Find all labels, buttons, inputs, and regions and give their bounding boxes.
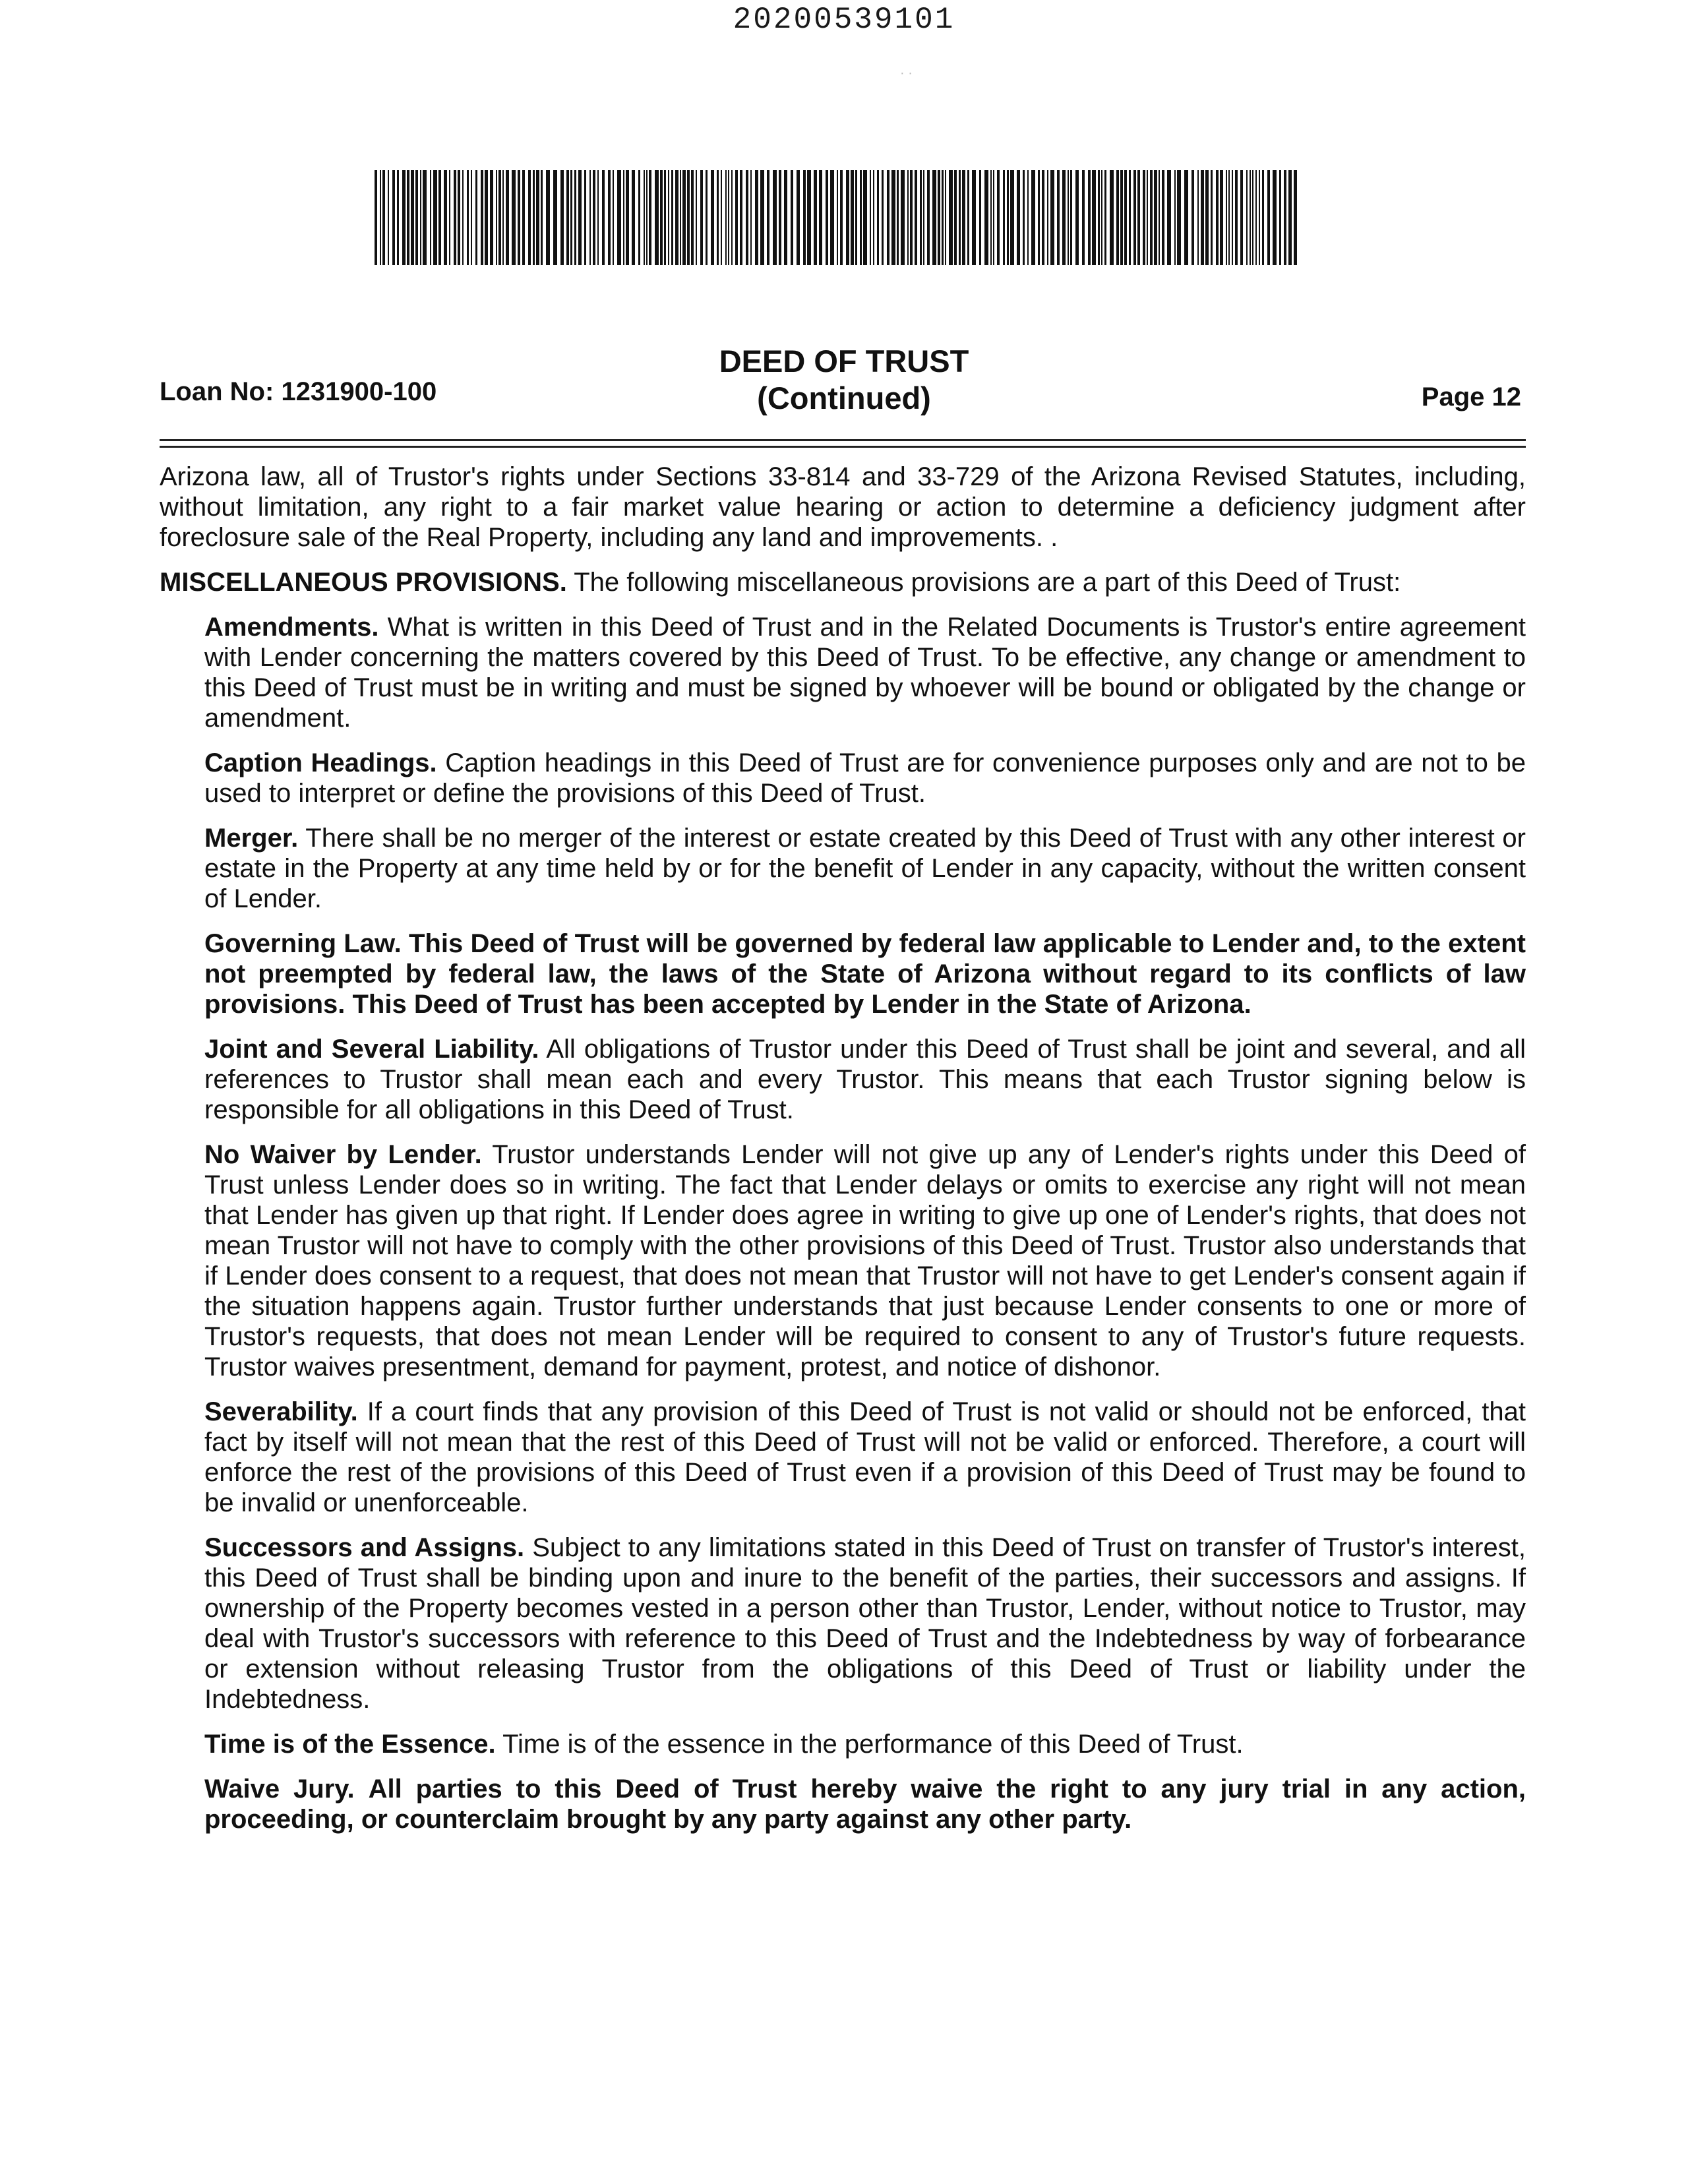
barcode-bar [536,170,539,265]
barcode-bar [1226,170,1227,265]
barcode-bar [1010,170,1014,265]
barcode-bar [807,170,811,265]
provision-text: There shall be no merger of the interest or estate created by this Deed of Trust with any other interest or estate in the Property at any time held by or for the benefit of Lender in any capacity, without the written consent of Lender. [204,824,1526,913]
barcode-bar [1250,170,1251,265]
barcode-bar [1047,170,1048,265]
barcode-bar [496,170,497,265]
barcode-bar [420,170,421,265]
provision-merger [204,823,1526,914]
barcode-bar [907,170,909,265]
provision-text: All obligations of Trustor under this Deed of Trust shall be joint and several, and all references to Trustor shall mean each and every Trustor. This means that each Trustor signing below is responsible for all obligations in this Deed of Trust. [204,1035,1526,1124]
barcode-bar [1259,170,1260,265]
barcode-bar [1088,170,1091,265]
barcode-bar [602,170,605,265]
barcode-bar [826,170,828,265]
barcode-bar [1129,170,1131,265]
provision-governing-law [204,928,1526,1019]
barcode-bar [1027,170,1029,265]
barcode-bar [687,170,690,265]
barcode-bar [725,170,727,265]
barcode-bar [458,170,460,265]
barcode-bar [1288,170,1292,265]
barcode-bar [696,170,697,265]
barcode-bar [920,170,922,265]
barcode-bar [962,170,965,265]
barcode-bar [498,170,501,265]
barcode-bar [475,170,477,265]
barcode-bar [1104,170,1106,265]
barcode-bar [597,170,599,265]
barcode-bar [533,170,535,265]
barcode-bar [626,170,629,265]
barcode-bar [454,170,456,265]
provision-title: Severability. [204,1397,358,1426]
barcode-bar [949,170,953,265]
barcode-bar [522,170,525,265]
barcode-bar [972,170,976,265]
barcode-bar [740,170,742,265]
barcode-bar [481,170,483,265]
barcode-bar [797,170,800,265]
barcode-bar [735,170,738,265]
barcode-bar [721,170,722,265]
barcode-bar [490,170,493,265]
barcode-bar [1273,170,1277,265]
barcode-bar [411,170,414,265]
barcode-bar [791,170,793,265]
barcode-bar [644,170,645,265]
barcode-bar [1252,170,1253,265]
barcode-bar [506,170,509,265]
provision-text: Subject to any limitations stated in this Deed of Trust on transfer of Trustor's interest, this Deed of Trust shall be binding upon and inure to the benefit of the parties, their successors and assigns. If ownership of the Property becomes vested in a person other than Trustor, Lender, without notice to Trustor, may deal with Trustor's successors with reference to this Deed of Trust and the Indebtedness by way of forbearance or extension without releasing Trustor from the obligations of this Deed of Trust or liability under the Indebtedness. [204,1533,1526,1714]
provision-text: This Deed of Trust will be governed by federal law applicable to Lender and, to the extent not preempted by federal law, the laws of the State of Arizona without regard to its conflicts of law provisions. This Deed of Trust has been accepted by Lender in the State of Arizona. [204,929,1526,1019]
barcode-bar [1101,170,1102,265]
barcode-bar [897,170,899,265]
barcode-bar [1232,170,1233,265]
barcode-bar [1057,170,1060,265]
barcode-bar [485,170,488,265]
provision-time-essence [204,1729,1526,1759]
barcode-bar [502,170,504,265]
barcode-bar [938,170,940,265]
barcode-bar [1284,170,1286,265]
barcode-bar [767,170,769,265]
barcode-bar [891,170,895,265]
barcode-bar [1007,170,1009,265]
barcode-bar [1184,170,1188,265]
document-title: DEED OF TRUST [719,344,969,379]
barcode-bar [1038,170,1040,265]
barcode-bar [1124,170,1127,265]
barcode-bar [814,170,817,265]
barcode-bar [784,170,787,265]
barcode-bar [512,170,516,265]
barcode-bar [1050,170,1054,265]
barcode-bar [584,170,586,265]
barcode-bar [423,170,427,265]
barcode-bar [910,170,913,265]
provision-text: Trustor understands Lender will not give up any of Lender's rights under this Deed of Trust unless Lender does so in writing. The fact that Lender delays or omits to exercise any right will not mean that Lender has given up that right. If Lender does agree in writing to give up one of Lender's rights, that does not mean Trustor will not have to comply with the other provisions of this Deed of Trust. Trustor also understands that if Lender does consent to a request, that does not mean that Trustor will not have to get Lender's consent again if the situation happens again. Trustor further understands that just because Lender consents to one or more of Trustor's requests, that does not mean Lender will be required to consent to any of Trustor's future requests. Trustor waives presentment, demand for payment, protest, and notice of dishonor. [204,1140,1526,1381]
barcode-bar [863,170,867,265]
barcode-bar [1023,170,1025,265]
barcode-bar [668,170,669,265]
barcode-bar [574,170,576,265]
barcode-bar [923,170,924,265]
barcode-bar [1003,170,1005,265]
barcode-bar [915,170,917,265]
barcode-bar [407,170,409,265]
barcode-bar [706,170,708,265]
provision-title: Successors and Assigns. [204,1533,525,1562]
barcode-bar [415,170,418,265]
provision-text: All parties to this Deed of Trust hereby waive the right to any jury trial in any action, proceeding, or counterclaim brought by any party against any other party. [204,1774,1526,1834]
barcode-bar [528,170,531,265]
provision-successors-assigns [204,1532,1526,1714]
barcode-bar [589,170,591,265]
barcode-bar [638,170,640,265]
barcode-bar [1098,170,1100,265]
barcode-bar [1240,170,1243,265]
barcode-bar [837,170,838,265]
barcode-bar [1177,170,1181,265]
provision-text: Time is of the essence in the performance of this Deed of Trust. [502,1730,1244,1759]
barcode-bar [779,170,781,265]
barcode-bar [1042,170,1044,265]
barcode-bar [1150,170,1153,265]
barcode-bar [746,170,748,265]
barcode-bar [855,170,857,265]
barcode-bar [449,170,450,265]
intro-paragraph: Arizona law, all of Trustor's rights under Sections 33-814 and 33-729 of the Arizona Revised Statutes, including, without limitation, any right to a fair market value hearing or action to determine a deficiency judgment after foreclosure sale of the Real Property, including any land and improvements. . [160,462,1526,552]
misc-provisions-heading: MISCELLANEOUS PROVISIONS. [160,568,567,597]
barcode-bar [467,170,469,265]
barcode-bar [1201,170,1204,265]
barcode-bar [1216,170,1219,265]
barcode-bar [646,170,648,265]
document-body [160,462,1526,1849]
barcode-bar [444,170,447,265]
barcode-bar [664,170,666,265]
barcode-bar [819,170,822,265]
barcode-bar [945,170,946,265]
provision-title: Caption Headings. [204,748,437,777]
barcode-bar [942,170,944,265]
provision-text: Caption headings in this Deed of Trust are for convenience purposes only and are not to be used to interpret or define the provisions of this Deed of Trust. [204,748,1526,808]
barcode-bar [731,170,733,265]
barcode-bar [1294,170,1297,265]
barcode-bar [901,170,905,265]
barcode-bar [655,170,659,265]
barcode-bar [671,170,673,265]
barcode-bar [1279,170,1281,265]
header-rule-bottom [160,446,1526,448]
document-subtitle: (Continued) [757,380,931,415]
barcode-bar [728,170,729,265]
provision-caption-headings [204,748,1526,808]
barcode-bar [1154,170,1157,265]
barcode-bar [1116,170,1119,265]
barcode-bar [593,170,595,265]
barcode-bar [471,170,472,265]
barcode-bar [967,170,969,265]
barcode-bar [553,170,557,265]
provision-amendments [204,612,1526,733]
barcode-bar [570,170,572,265]
barcode-bar [649,170,651,265]
barcode-bar [927,170,930,265]
barcode-bar [1235,170,1238,265]
barcode-bar [1062,170,1066,265]
barcode-bar [1228,170,1230,265]
barcode-bar [750,170,752,265]
barcode-bar [1167,170,1171,265]
barcode-bar [675,170,678,265]
barcode-bar [1191,170,1194,265]
barcode-bar [873,170,874,265]
header-rule-top [160,439,1526,441]
barcode-bar [680,170,681,265]
barcode-bar [984,170,988,265]
barcode-bar [773,170,777,265]
barcode-bar [990,170,992,265]
barcode-bar [803,170,806,265]
barcode-bar [613,170,614,265]
barcode-bar [959,170,961,265]
barcode-bar [632,170,635,265]
barcode-bar [1017,170,1020,265]
barcode-bar [1205,170,1209,265]
page-number: Page 12 [1421,382,1521,411]
barcode-bar [623,170,624,265]
barcode-bar [682,170,686,265]
barcode-bar [660,170,663,265]
barcode-bar [1211,170,1213,265]
barcode-bar [462,170,464,265]
barcode-bar [1174,170,1176,265]
provision-title: Governing Law. [204,929,402,958]
barcode-bar [1092,170,1096,265]
barcode-bar [997,170,1000,265]
barcode-bar [566,170,569,265]
barcode-bar [1220,170,1223,265]
barcode-bar [1262,170,1264,265]
barcode-bar [1143,170,1145,265]
barcode-bar [1133,170,1136,265]
barcode-bar [560,170,564,265]
barcode-bar [1255,170,1257,265]
scan-speck: · · [900,66,913,80]
barcode-bar [1159,170,1160,265]
barcode-bar [375,170,377,265]
barcode-bar [887,170,889,265]
barcode-bar [1070,170,1072,265]
barcode-bar [760,170,764,265]
barcode-bar [1246,170,1248,265]
barcode-bar [438,170,441,265]
barcode-bar [700,170,703,265]
barcode-bar [691,170,694,265]
provision-joint-several-liability [204,1034,1526,1125]
barcode-bar [608,170,611,265]
barcode-bar [402,170,406,265]
barcode-bar [1082,170,1085,265]
provision-no-waiver [204,1139,1526,1382]
barcode-bar [851,170,854,265]
barcode-bar [1110,170,1114,265]
provision-title: Amendments. [204,613,379,642]
provision-title: No Waiver by Lender. [204,1140,482,1169]
barcode-bar [578,170,582,265]
provision-waive-jury [204,1774,1526,1835]
barcode-bar [932,170,936,265]
provision-title: Waive Jury. [204,1774,355,1804]
barcode-bar [433,170,437,265]
barcode-bar [1267,170,1270,265]
barcode-bar [541,170,543,265]
barcode-bar [1031,170,1035,265]
loan-number: Loan No: 1231900-100 [160,377,437,406]
barcode-bar [388,170,389,265]
barcode-bar [617,170,621,265]
barcode-bar [954,170,957,265]
barcode-bar [546,170,550,265]
barcode-bar [382,170,385,265]
barcode-bar [870,170,871,265]
misc-provisions-paragraph [160,567,1526,597]
barcode-bar [1147,170,1148,265]
provision-title: Merger. [204,824,299,853]
barcode-bar [1197,170,1199,265]
barcode-bar [397,170,399,265]
barcode [375,170,1303,265]
barcode-bar [392,170,395,265]
barcode-bar [1120,170,1123,265]
provision-text: If a court finds that any provision of this Deed of Trust is not valid or should not be enforced, that fact by itself will not mean that the rest of this Deed of Trust will not be valid or enforced. Therefore, a court will enforce the rest of the provisions of this Deed of Trust even if a provision of this Deed of Trust may be found to be invalid or unenforceable. [204,1397,1526,1517]
barcode-bar [711,170,714,265]
barcode-bar [430,170,431,265]
barcode-bar [717,170,719,265]
barcode-bar [755,170,758,265]
barcode-bar [846,170,849,265]
barcode-bar [1068,170,1069,265]
provision-title: Time is of the Essence. [204,1730,496,1759]
misc-provisions-text: The following miscellaneous provisions are a part of this Deed of Trust: [574,568,1401,597]
barcode-bar [1137,170,1140,265]
barcode-bar [1075,170,1079,265]
barcode-bar [882,170,884,265]
barcode-bar [830,170,834,265]
barcode-bar [380,170,381,265]
document-number: 20200539101 [733,3,955,37]
barcode-bar [860,170,862,265]
provision-severability [204,1397,1526,1518]
provision-text: What is written in this Deed of Trust and in the Related Documents is Trustor's entire agreement with Lender concerning the matters covered by this Deed of Trust. To be effective, any change or amendment to this Deed of Trust must be in writing and must be signed by whoever will be bound or obligated by the change or amendment. [204,613,1526,733]
barcode-bar [518,170,520,265]
barcode-bar [877,170,879,265]
barcode-bar [1162,170,1164,265]
barcode-bar [979,170,981,265]
barcode-bar [840,170,843,265]
provision-title: Joint and Several Liability. [204,1035,539,1064]
barcode-bar [993,170,994,265]
